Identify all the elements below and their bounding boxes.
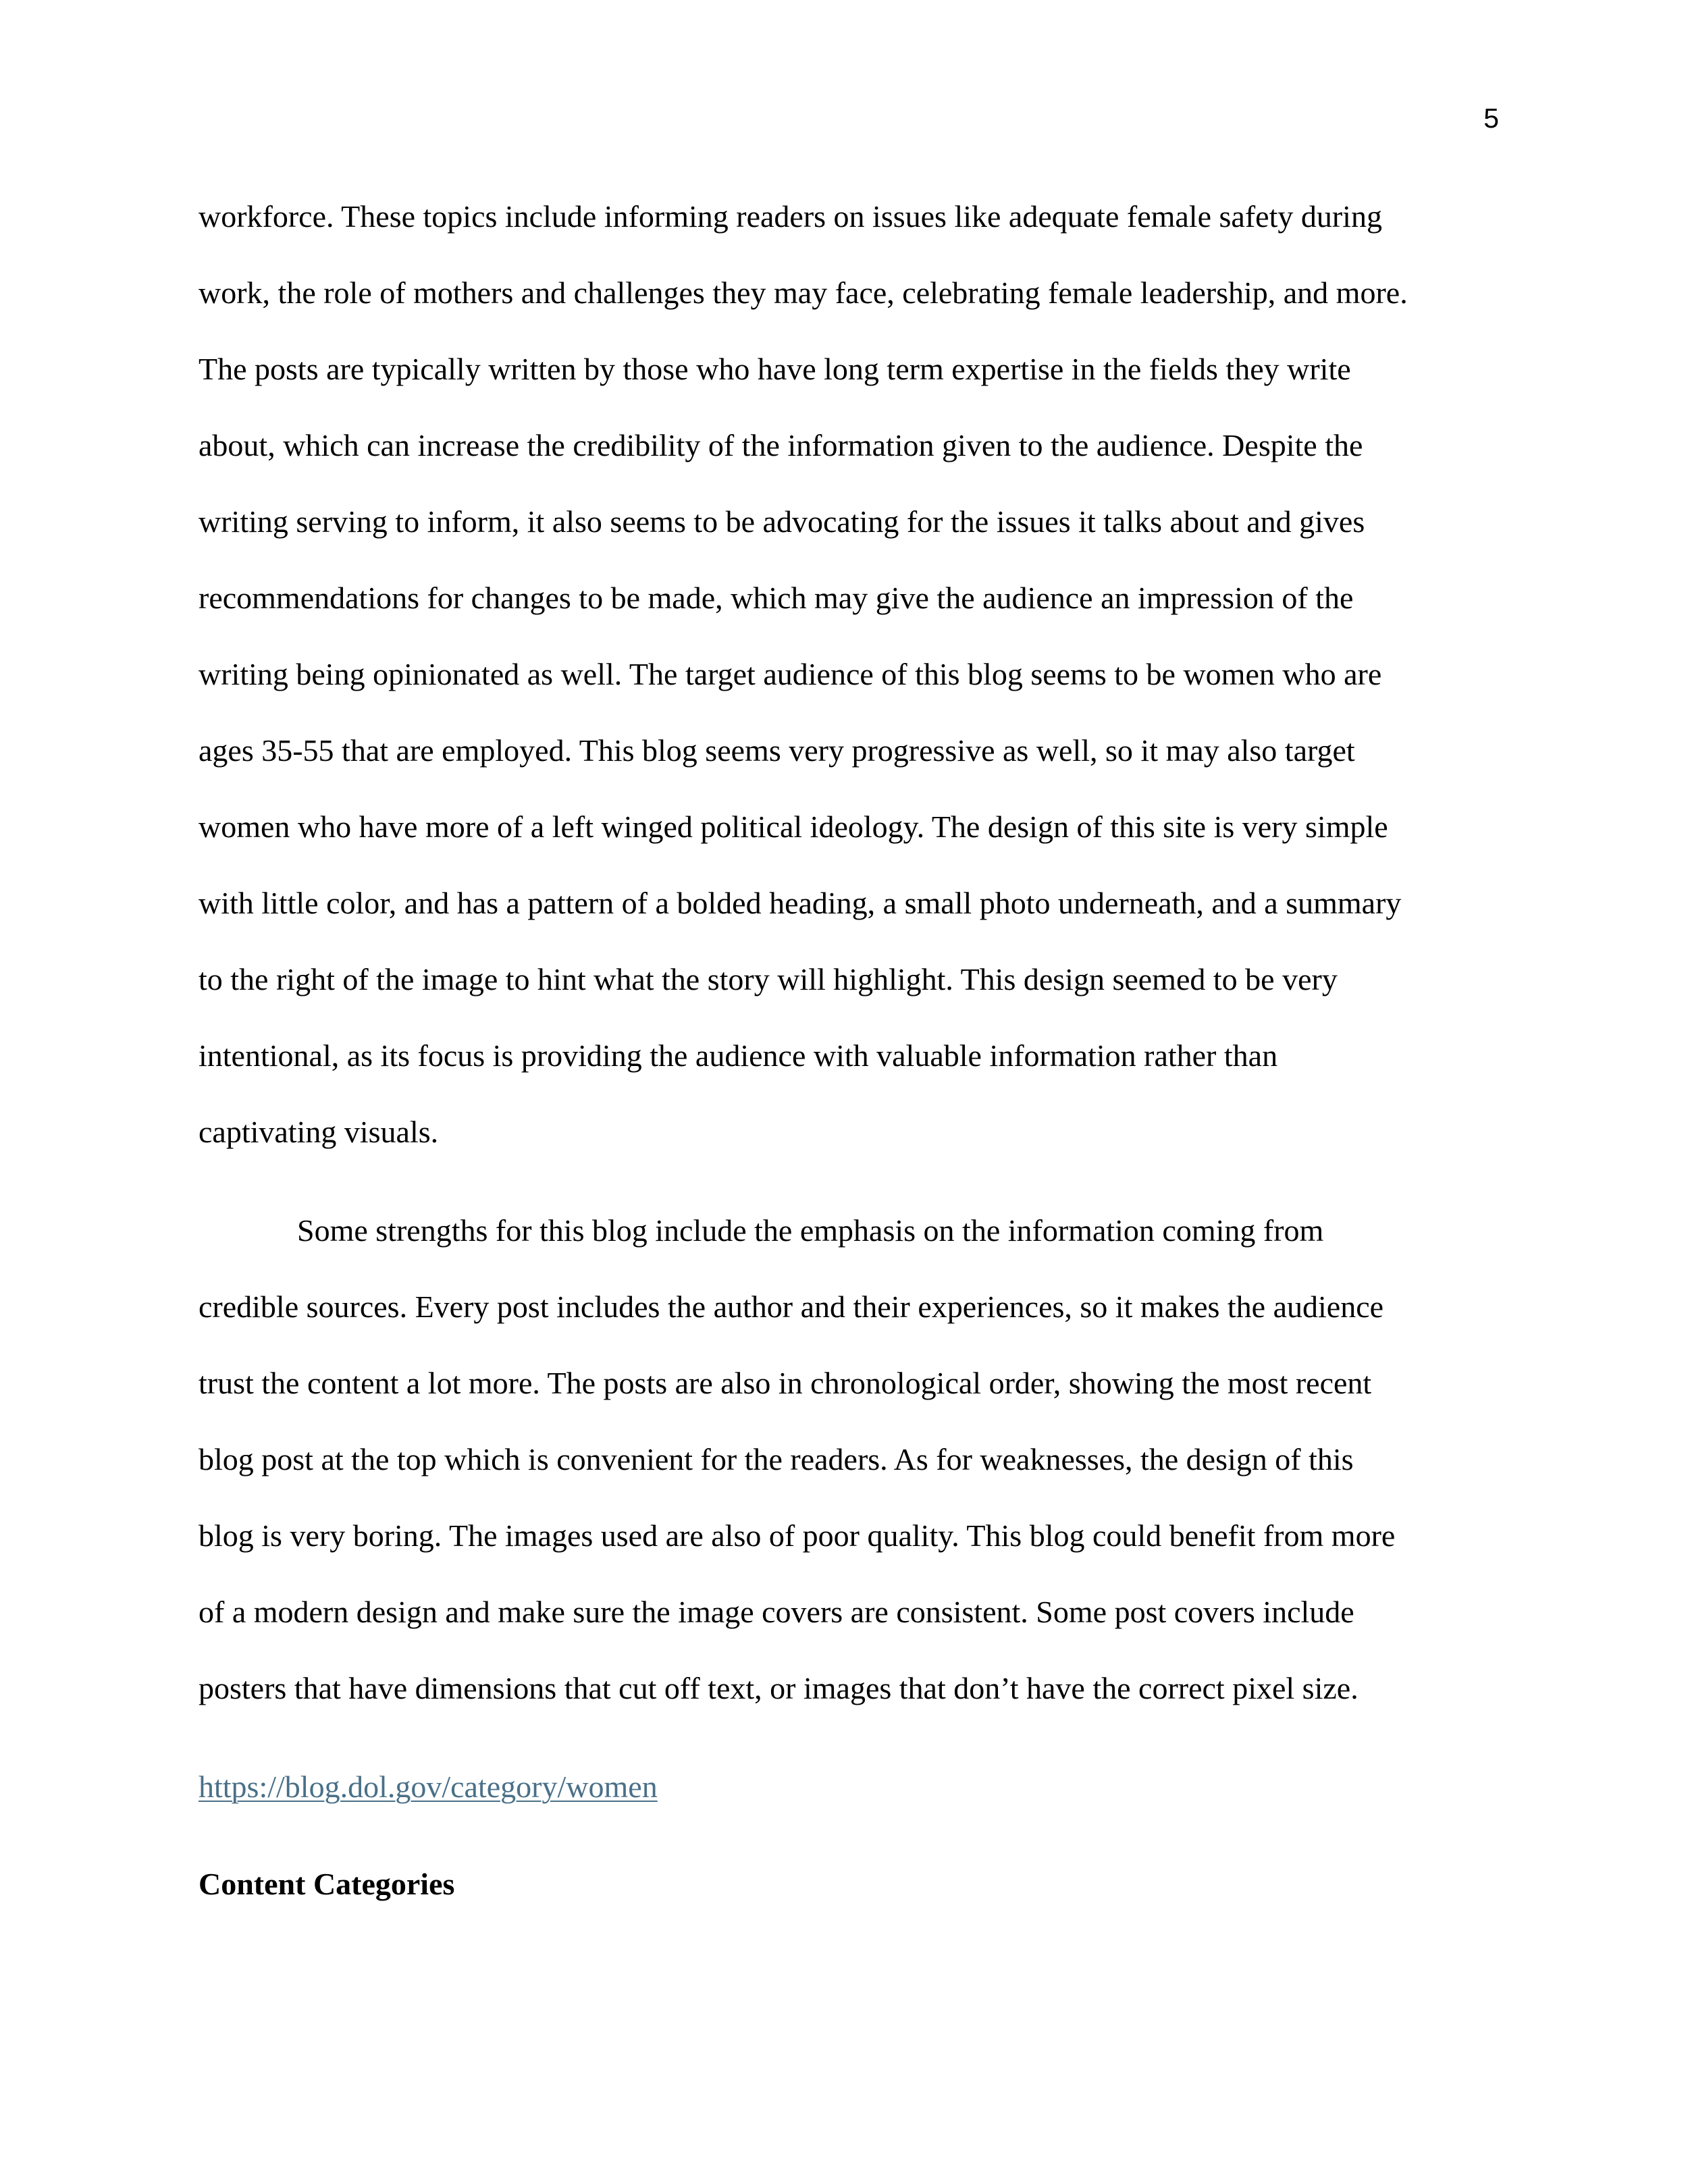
paragraph-line: credible sources. Every post includes the author and their experiences, so it makes the audience [199,1289,1384,1324]
paragraph-line: Some strengths for this blog include the emphasis on the information coming from [297,1213,1324,1248]
paragraph-line: trust the content a lot more. The posts are also in chronological order, showing the most recent [199,1366,1372,1400]
paragraph-line: writing serving to inform, it also seems to be advocating for the issues it talks about and gives [199,504,1365,539]
paragraph-line: work, the role of mothers and challenges they may face, celebrating female leadership, and more. [199,275,1408,310]
section-heading: Content Categories [199,1867,455,1901]
paragraph-line: to the right of the image to hint what the story will highlight. This design seemed to be very [199,962,1338,996]
paragraph-line: with little color, and has a pattern of a bolded heading, a small photo underneath, and a summary [199,886,1402,920]
page-number: 5 [1483,103,1499,134]
paragraph-line: women who have more of a left winged political ideology. The design of this site is very simple [199,809,1388,844]
paragraph-line: posters that have dimensions that cut off text, or images that don’t have the correct pixel size. [199,1671,1359,1705]
paragraph-line: about, which can increase the credibility of the information given to the audience. Despite the [199,428,1363,462]
paragraph-line: workforce. These topics include informing readers on issues like adequate female safety during [199,199,1382,234]
blog-link[interactable]: https://blog.dol.gov/category/women [199,1769,658,1804]
paragraph-line: recommendations for changes to be made, which may give the audience an impression of the [199,581,1354,615]
paragraph-line: captivating visuals. [199,1115,439,1149]
paragraph-line: writing being opinionated as well. The target audience of this blog seems to be women who are [199,657,1382,691]
paragraph-line: blog is very boring. The images used are also of poor quality. This blog could benefit from more [199,1518,1396,1553]
paragraph-line: of a modern design and make sure the image covers are consistent. Some post covers include [199,1595,1354,1629]
paragraph-line: intentional, as its focus is providing the audience with valuable information rather than [199,1038,1278,1073]
paragraph-line: ages 35-55 that are employed. This blog seems very progressive as well, so it may also target [199,733,1355,768]
paragraph-line: The posts are typically written by those who have long term expertise in the fields they write [199,352,1351,386]
paragraph-line: blog post at the top which is convenient for the readers. As for weaknesses, the design of this [199,1442,1354,1476]
